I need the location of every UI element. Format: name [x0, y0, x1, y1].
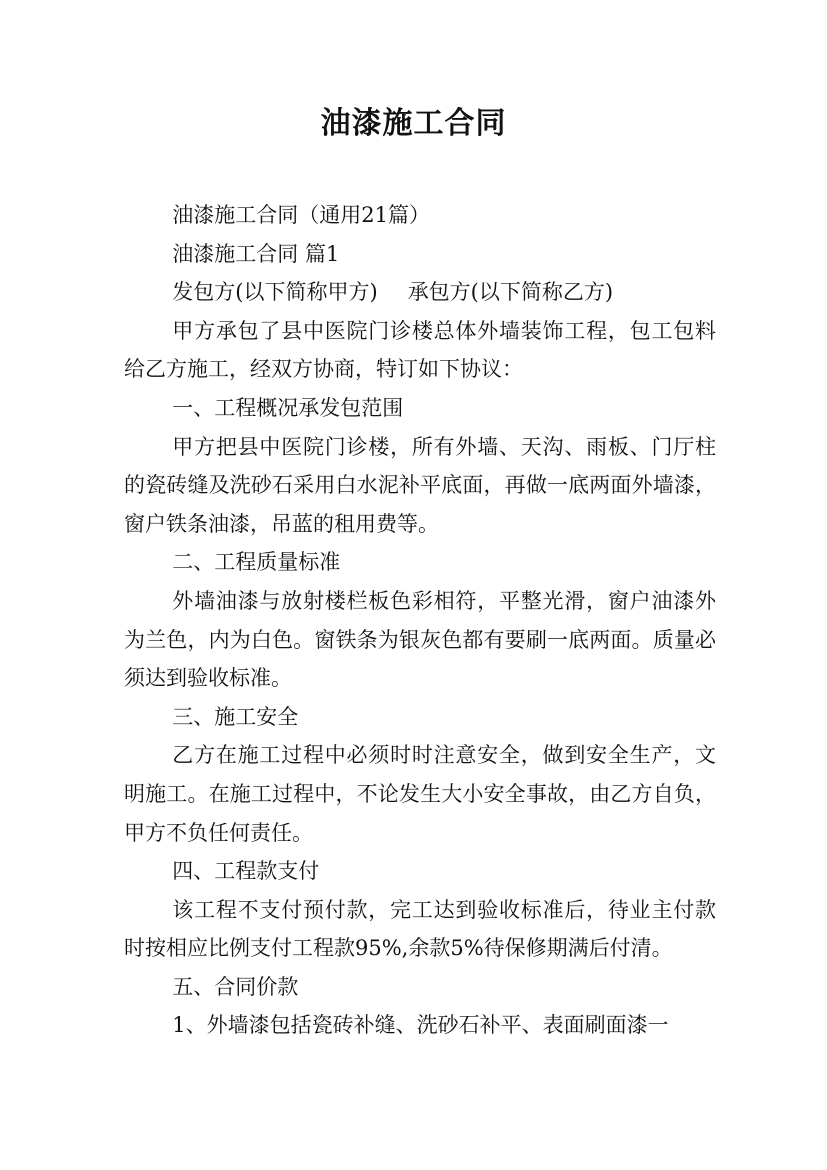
- section-1-body: 甲方把县中医院门诊楼，所有外墙、天沟、雨板、门厅柱的瓷砖缝及洗砂石采用白水泥补平底面，再做一底两面外墙漆，窗户铁条油漆，吊蓝的租用费等。: [124, 434, 716, 536]
- section-4-heading: 四、工程款支付: [172, 859, 320, 884]
- section-5-item-1: 1、外墙漆包括瓷砖补缝、洗砂石补平、表面刷面漆一: [172, 1013, 669, 1038]
- parties-line: [124, 273, 716, 312]
- party-a-label: 发包方(以下简称甲方): [172, 280, 378, 305]
- section-3-body: 乙方在施工过程中必须时时注意安全，做到安全生产，文明施工。在施工过程中，不论发生大小安全事故，由乙方自负，甲方不负任何责任。: [124, 743, 716, 845]
- section-5-heading: 五、合同价款: [172, 974, 299, 999]
- document-body: [124, 196, 716, 1045]
- party-b-label: 承包方(以下简称乙方): [407, 280, 614, 305]
- section-3-heading: 三、施工安全: [172, 704, 299, 729]
- section-2-heading: 二、工程质量标准: [172, 550, 341, 575]
- section-1-heading: 一、工程概况承发包范围: [172, 395, 404, 420]
- section-2-body: 外墙油漆与放射楼栏板色彩相符，平整光滑，窗户油漆外为兰色，内为白色。窗铁条为银灰色都有要刷一底两面。质量必须达到验收标准。: [124, 588, 716, 691]
- intro-paragraph: 甲方承包了县中医院门诊楼总体外墙装饰工程，包工包料给乙方施工，经双方协商，特订如下协议：: [124, 318, 716, 382]
- chapter-heading: 油漆施工合同 篇1: [172, 241, 340, 266]
- subtitle-paragraph: 油漆施工合同（通用21篇）: [172, 203, 431, 227]
- section-4-body: 该工程不支付预付款，完工达到验收标准后，待业主付款时按相应比例支付工程款95%,余款5%待保修期满后付清。: [124, 897, 716, 961]
- document-title: 油漆施工合同: [320, 106, 507, 141]
